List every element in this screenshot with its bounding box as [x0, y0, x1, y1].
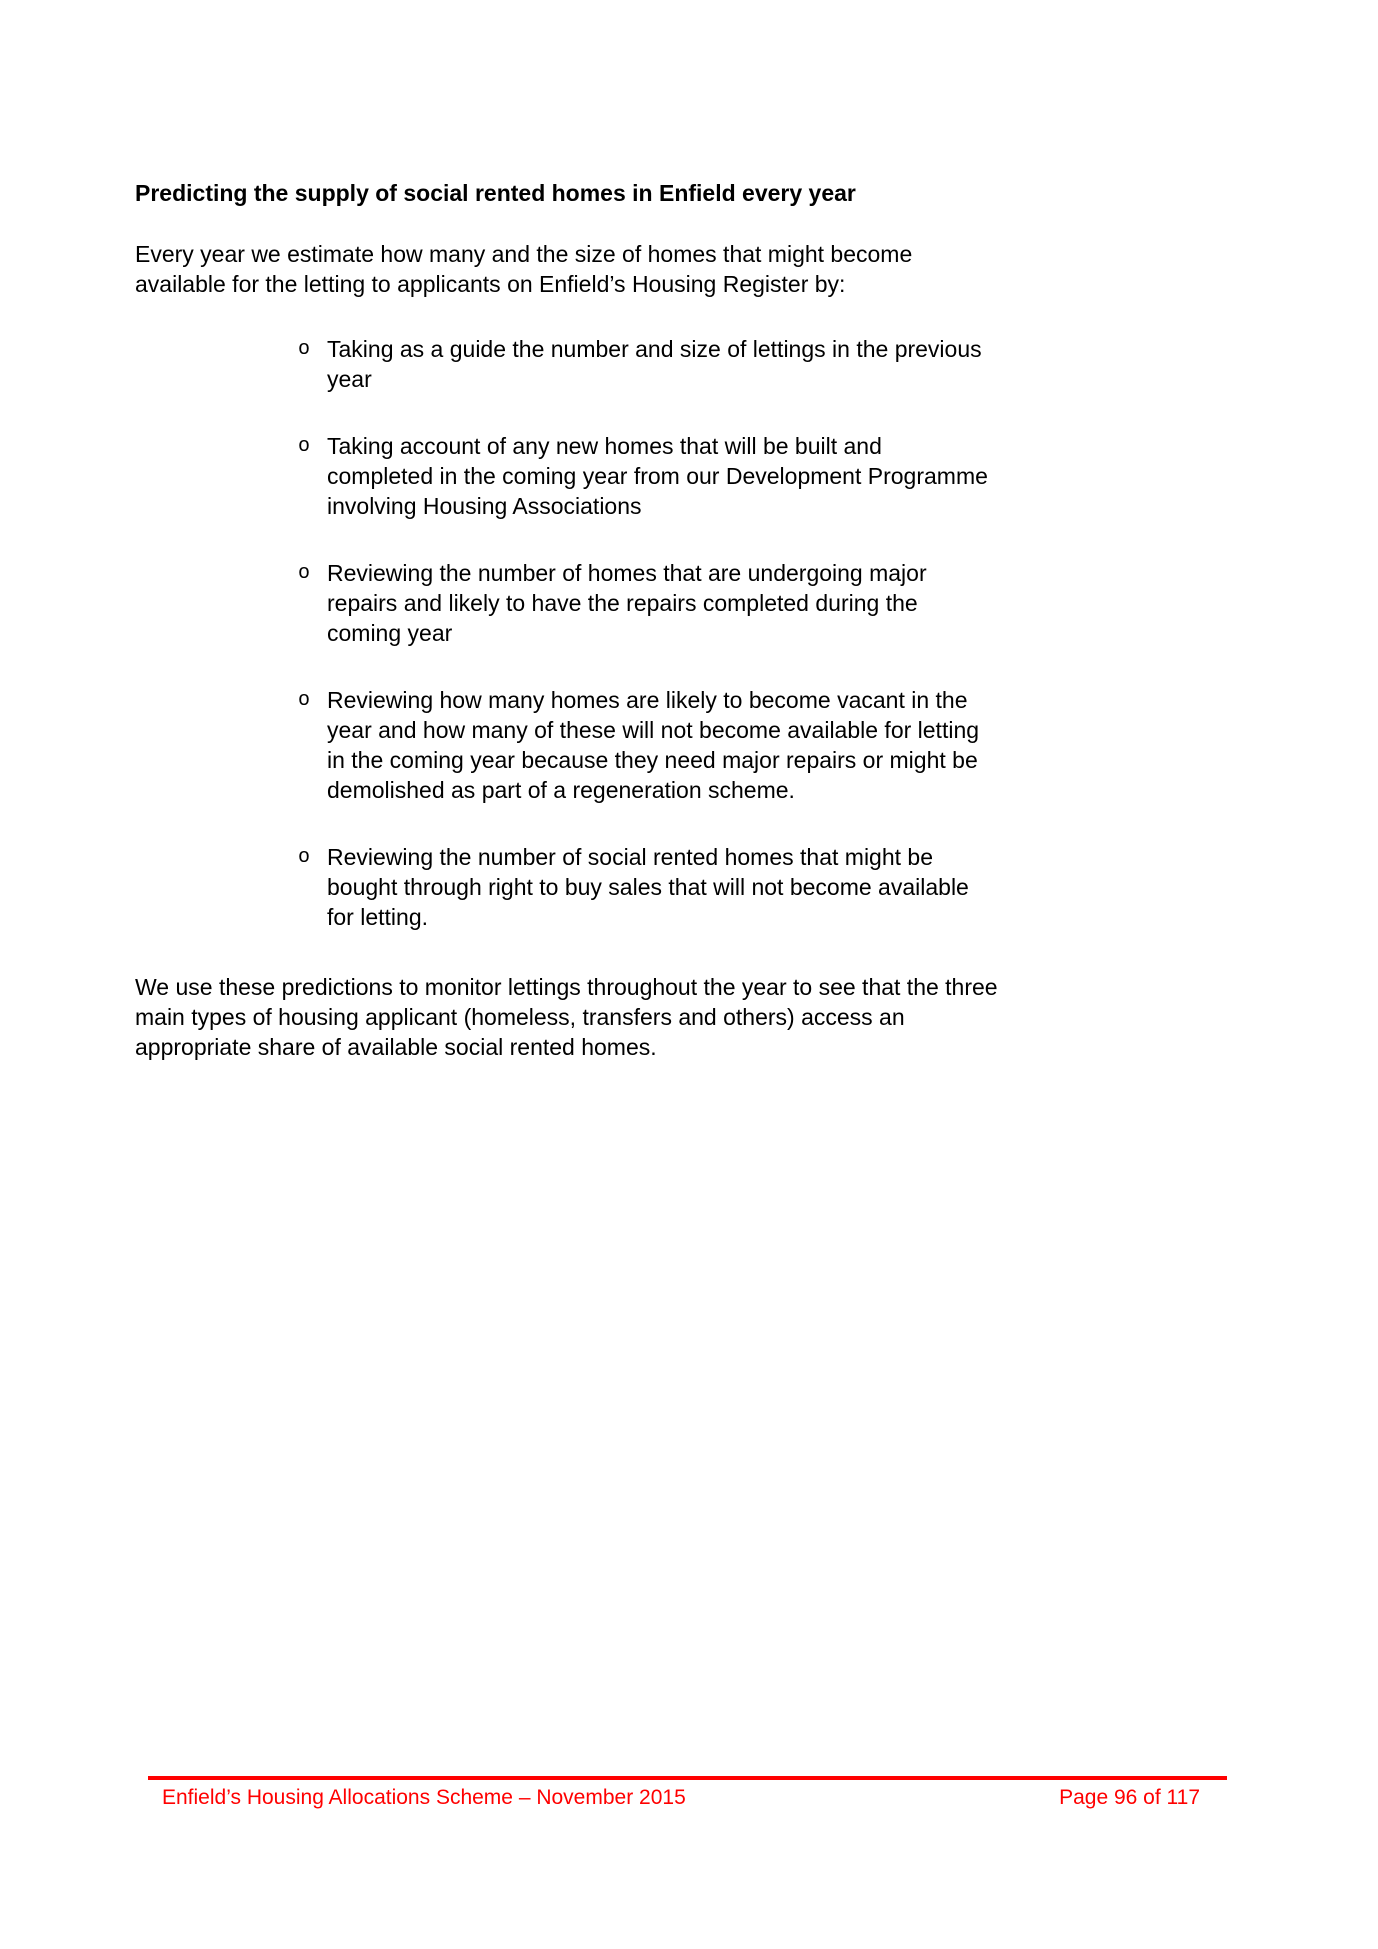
intro-paragraph	[135, 239, 1265, 299]
bullet-marker: o	[298, 846, 311, 869]
text-line: Reviewing how many homes are likely to become vacant in the	[327, 687, 968, 713]
text-line: Taking account of any new homes that will be built and	[327, 433, 882, 459]
text-line: completed in the coming year from our Development Programme	[327, 463, 988, 489]
text-line: in the coming year because they need major repairs or might be	[327, 747, 978, 773]
text-line: repairs and likely to have the repairs completed during the	[327, 590, 918, 616]
text-line: involving Housing Associations	[327, 493, 642, 519]
text-line: available for the letting to applicants on Enfield’s Housing Register by:	[135, 271, 846, 297]
text-line: Every year we estimate how many and the size of homes that might become	[135, 241, 913, 267]
footer-document-title: Enfield’s Housing Allocations Scheme – November 2015	[162, 1786, 686, 1809]
text-line: main types of housing applicant (homeless, transfers and others) access an	[135, 1004, 905, 1030]
bullet-text	[327, 334, 1265, 394]
text-line: Reviewing the number of homes that are undergoing major	[327, 560, 927, 586]
page-footer	[148, 1776, 1227, 1811]
text-line: Reviewing the number of social rented homes that might be	[327, 844, 933, 870]
text-line: year	[327, 366, 372, 392]
text-line: We use these predictions to monitor lettings throughout the year to see that the three	[135, 974, 998, 1000]
bullet-text	[327, 558, 1265, 648]
bullet-list	[135, 334, 1265, 932]
text-line: coming year	[327, 620, 453, 646]
text-line: demolished as part of a regeneration scheme.	[327, 777, 795, 803]
page-title: Predicting the supply of social rented homes in Enfield every year	[135, 180, 856, 206]
text-line: Taking as a guide the number and size of lettings in the previous	[327, 336, 982, 362]
text-line: appropriate share of available social rented homes.	[135, 1034, 657, 1060]
bullet-marker: o	[298, 435, 311, 458]
bullet-item	[135, 685, 1265, 805]
bullet-text	[327, 431, 1265, 521]
bullet-marker: o	[298, 338, 311, 361]
text-line: year and how many of these will not become available for letting	[327, 717, 980, 743]
footer-text-row	[148, 1780, 1227, 1811]
bullet-text	[327, 842, 1265, 932]
bullet-marker: o	[298, 562, 311, 585]
bullet-item	[135, 431, 1265, 521]
text-line: bought through right to buy sales that will not become available	[327, 874, 969, 900]
text-line: for letting.	[327, 904, 428, 930]
closing-paragraph	[135, 972, 1265, 1062]
bullet-item	[135, 842, 1265, 932]
bullet-text	[327, 685, 1265, 805]
footer-page-number: Page 96 of 117	[1059, 1786, 1200, 1809]
bullet-item	[135, 334, 1265, 394]
page-content	[135, 178, 1265, 1062]
bullet-marker: o	[298, 689, 311, 712]
bullet-item	[135, 558, 1265, 648]
